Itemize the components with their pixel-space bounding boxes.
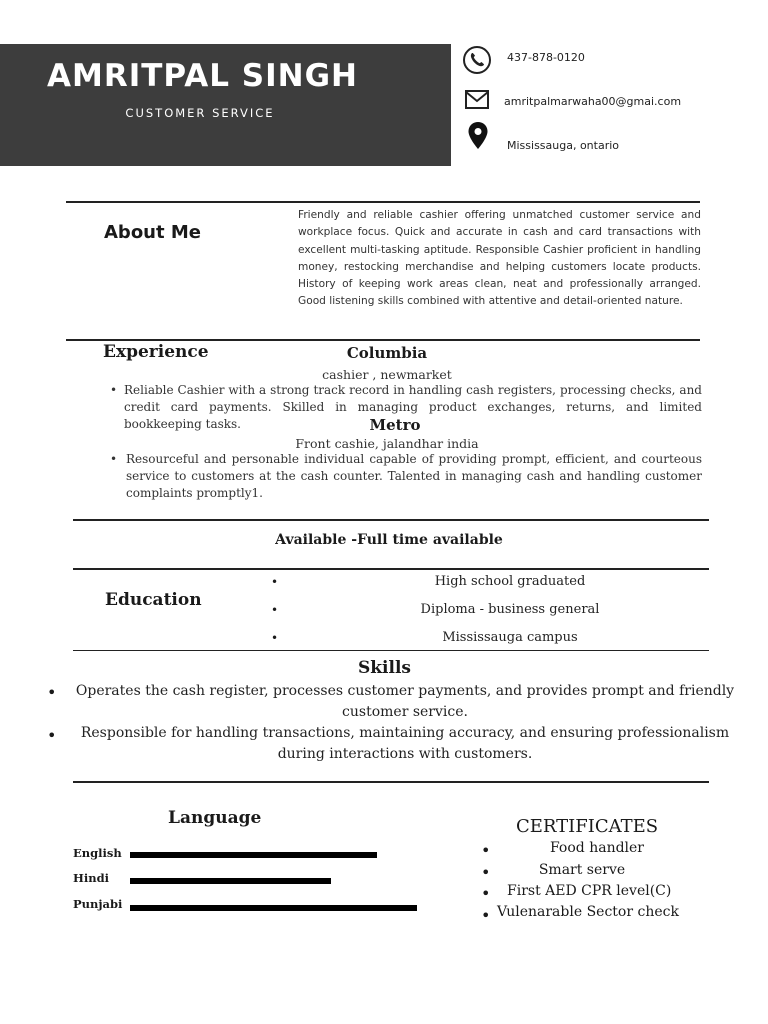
bullet: • — [271, 631, 279, 645]
job-subtitle: cashier , newmarket — [322, 367, 452, 382]
location-text: Mississauga, ontario — [507, 139, 620, 152]
divider — [73, 781, 709, 783]
divider — [73, 568, 709, 570]
bullet: • — [271, 603, 279, 617]
email-address[interactable]: amritpalmarwaha00@gmai.com — [504, 95, 682, 108]
language-level-bar — [130, 852, 377, 858]
language-level-bar — [130, 878, 331, 884]
bullet: • — [271, 575, 279, 589]
certificate-item: Vulenarable Sector check — [497, 904, 679, 920]
job-subtitle: Front cashie, jalandhar india — [295, 436, 479, 451]
language-title: Language — [168, 808, 262, 828]
experience-title: Experience — [103, 342, 209, 362]
divider — [66, 339, 700, 341]
skills-title: Skills — [358, 658, 412, 678]
about-title: About Me — [104, 222, 201, 243]
certificate-item: Food handler — [549, 840, 644, 856]
job-company: Columbia — [346, 344, 428, 362]
skill-item: Responsible for handling transactions, maintaining accuracy, and ensuring professionalism during interactions with customers. — [80, 725, 730, 762]
certificates-title: CERTIFICATES — [516, 816, 659, 837]
job-bullet: • Resourceful and personable individual capable of providing prompt, efficient, and courteous service to customers at the cash counter. Talented in managing cash and handling customer complaints promptly1. — [110, 452, 702, 500]
mail-icon — [461, 84, 493, 116]
about-text: Friendly and reliable cashier offering unmatched customer service and workplace focus. Quick and accurate in cash and card transactions with excellent multi-tasking aptitude. Responsible Cashier proficient in handling money, restocking merchandise and helping customers locate products. History of keeping work areas clean, neat and professionally arranged. Good listening skills combined with attentive and detail-oriented nature. — [298, 209, 701, 308]
language-label: English — [73, 846, 122, 860]
bullet: • — [481, 906, 491, 925]
divider — [73, 519, 709, 521]
bullet: • — [481, 884, 491, 903]
divider — [66, 201, 700, 203]
education-item: High school graduated — [434, 574, 586, 589]
certificate-item: Smart serve — [538, 862, 626, 878]
phone-number[interactable]: 437-878-0120 — [507, 51, 585, 64]
candidate-role: CUSTOMER SERVICE — [125, 106, 275, 120]
bullet: • — [481, 841, 491, 860]
bullet: • — [47, 726, 57, 745]
map-pin-icon — [462, 120, 494, 152]
candidate-name: AMRITPAL SINGH — [47, 58, 358, 94]
education-title: Education — [105, 590, 202, 610]
language-label: Hindi — [73, 871, 110, 885]
education-item: Diploma - business general — [420, 602, 600, 617]
language-label: Punjabi — [73, 897, 123, 911]
certificate-item: First AED CPR level(C) — [507, 883, 672, 899]
language-level-bar — [130, 905, 417, 911]
bullet: • — [47, 683, 57, 702]
bullet: • — [481, 863, 491, 882]
skill-item: Operates the cash register, processes customer payments, and provides prompt and friendly customer service. — [75, 683, 735, 720]
job-company: Metro — [369, 416, 421, 434]
phone-icon — [461, 44, 493, 76]
divider — [73, 650, 709, 651]
education-item: Mississauga campus — [442, 630, 578, 645]
availability-text: Available -Full time available — [275, 532, 503, 548]
job-bullet: • Reliable Cashier with a strong track record in handling cash registers, processing checks, and credit card payments. Skilled in managing product exchanges, returns, and limited bookkeeping tasks. — [110, 383, 702, 431]
